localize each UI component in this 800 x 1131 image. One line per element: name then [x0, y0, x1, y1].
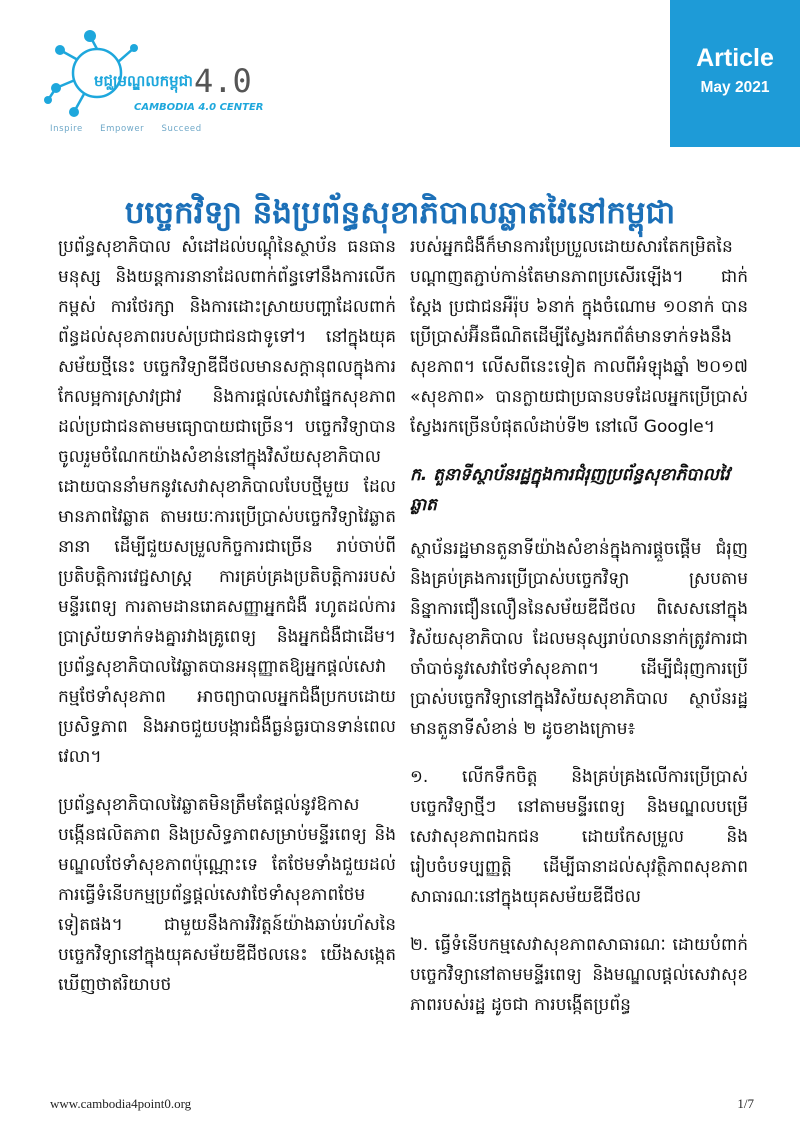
logo-english-name: CAMBODIA 4.0 CENTER	[134, 102, 264, 113]
page-number: 1/7	[737, 1096, 754, 1111]
article-date: May 2021	[700, 79, 770, 96]
footer-website-url: www.cambodia4point0.org	[50, 1096, 192, 1111]
list-item: ២. ធ្វើទំនើបកម្មសេវាសុខភាពសាធារណៈ ដោយបំពាក់បច្ចេកវិទ្យានៅតាមមន្ទីរពេទ្យ និងមណ្ឌលផ្តល់សេវាសុខភាពរបស់រដ្ឋ ដូចជា ការបង្កើតប្រព័ន្ធ	[410, 935, 748, 1015]
logo-khmer-name: មជ្ឈមណ្ឌលកម្ពុជា	[94, 72, 193, 90]
article-title: បច្ចេកវិទ្យា និងប្រព័ន្ធសុខាភិបាលឆ្លាតវៃនៅកម្ពុជា	[124, 194, 676, 231]
article-type-label: Article	[696, 44, 774, 72]
right-column	[410, 232, 748, 1090]
paragraph: ស្ថាប័នរដ្ឋមានតួនាទីយ៉ាងសំខាន់ក្នុងការផ្តួចផ្តើម ជំរុញ និងគ្រប់គ្រងការប្រើប្រាស់បច្ចេកវិទ្យា ស្របតាមនិន្នាការជឿនលឿននៃសម័យឌីជីថល ពិសេសនៅក្នុងវិស័យសុខាភិបាល ដែលមនុស្សរាប់លាននាក់ត្រូវការជាចាំបាច់នូវសេវាថែទាំសុខភាព។ ដើម្បីជំរុញការប្រើប្រាស់បច្ចេកវិទ្យានៅក្នុងវិស័យសុខាភិបាល ស្ថាប័នរដ្ឋមានតួនាទីសំខាន់ ២ ដូចខាងក្រោម៖	[410, 539, 748, 739]
left-column	[58, 232, 396, 1090]
article-tag-box	[670, 0, 800, 147]
logo-number: 4.0	[194, 62, 252, 100]
paragraph: ប្រព័ន្ធសុខាភិបាលវៃឆ្លាតមិនត្រឹមតែផ្តល់នូវឱកាសបង្កើនផលិតភាព និងប្រសិទ្ធភាពសម្រាប់មន្ទីរពេទ្យ និងមណ្ឌលថែទាំសុខភាពប៉ុណ្ណោះទេ តែថែមទាំងជួយដល់ការធ្វើទំនើបកម្មប្រព័ន្ធផ្តល់សេវាថែទាំសុខភាពថែមទៀតផង។ ជាមួយនឹងការវិវត្តន៍យ៉ាងឆាប់រហ័សនៃបច្ចេកវិទ្យានៅក្នុងយុគសម័យឌីជីថលនេះ យើងសង្កេតឃើញថាឥរិយាបថ	[58, 795, 396, 995]
cambodia-40-center-logo	[42, 28, 262, 138]
list-item: ១. លើកទឹកចិត្ត និងគ្រប់គ្រងលើការប្រើប្រាស់បច្ចេកវិទ្យាថ្មីៗ នៅតាមមន្ទីរពេទ្យ និងមណ្ឌលបម្រើសេវាសុខភាពឯកជន ដោយកែសម្រួល និងរៀបចំបទប្បញ្ញត្តិ ដើម្បីធានាដល់សុវត្ថិភាពសុខភាពសាធារណៈនៅក្នុងយុគសម័យឌីជីថល	[410, 767, 748, 907]
paragraph: ប្រព័ន្ធសុខាភិបាល សំដៅដល់បណ្តុំនៃស្ថាប័ន ធនធានមនុស្ស និងយន្តការនានាដែលពាក់ព័ន្ធទៅនឹងការលើកកម្ពស់ ការថែរក្សា និងការដោះស្រាយបញ្ហាដែលពាក់ព័ន្ធដល់សុខភាពរបស់ប្រជាជនជាទូទៅ។ នៅក្នុងយុគសម័យថ្មីនេះ បច្ចេកវិទ្យាឌីជីថលមានសក្តានុពលក្នុងការកែលម្អការស្រាវជ្រាវ និងការផ្តល់សេវាផ្នែកសុខភាព ដល់ប្រជាជនតាមមធ្យោបាយជាច្រើន។ បច្ចេកវិទ្យាបានចូលរួមចំណែកយ៉ាងសំខាន់នៅក្នុងវិស័យសុខាភិបាល ដោយបាននាំមកនូវសេវាសុខាភិបាលបែបថ្មីមួយ ដែលមានភាពវៃឆ្លាត តាមរយៈការប្រើប្រាស់បច្ចេកវិទ្យាវៃឆ្លាតនានា ដើម្បីជួយសម្រួលកិច្ចការជាច្រើន រាប់ចាប់ពីប្រតិបត្តិការវេជ្ជសាស្ត្រ ការគ្រប់គ្រងប្រតិបត្តិការរបស់មន្ទីរពេទ្យ ការតាមដានរោគសញ្ញាអ្នកជំងឺ រហូតដល់ការប្រាស្រ័យទាក់ទងគ្នារវាងគ្រូពេទ្យ និងអ្នកជំងឺជាដើម។ ប្រព័ន្ធសុខាភិបាលវៃឆ្លាតបានអនុញ្ញាតឱ្យអ្នកផ្តល់សេវាកម្មថែទាំសុខភាព អាចព្យាបាលអ្នកជំងឺប្រកបដោយប្រសិទ្ធភាព និងអាចជួយបង្ការជំងឺធ្ងន់ធ្ងរបានទាន់ពេលវេលា។	[58, 237, 396, 767]
section-heading: ក. តួនាទីស្ថាប័នរដ្ឋក្នុងការជំរុញប្រព័ន្ធសុខាភិបាលវៃឆ្លាត	[410, 465, 730, 515]
logo-tagline: Inspire Empower Succeed	[50, 124, 202, 134]
paragraph: របស់អ្នកជំងឺក៏មានការប្រែប្រួលដោយសារតែកម្រិតនៃបណ្តាញតភ្ជាប់កាន់តែមានភាពប្រសើរឡើង។ ជាក់ស្តែង ប្រជាជនអឺរ៉ុប ៦នាក់ ក្នុងចំណោម ១០នាក់ បានប្រើប្រាស់អ៊ីនធឺណិតដើម្បីស្វែងរកព័ត៌មានទាក់ទងនឹងសុខភាព។ លើសពីនេះទៀត កាលពីអំឡុងឆ្នាំ ២០១៧ «សុខភាព» បានក្លាយជាប្រធានបទដែលអ្នកប្រើប្រាស់ស្វែងរកច្រើនបំផុតលំដាប់ទី២ នៅលើ Google។	[410, 237, 748, 437]
